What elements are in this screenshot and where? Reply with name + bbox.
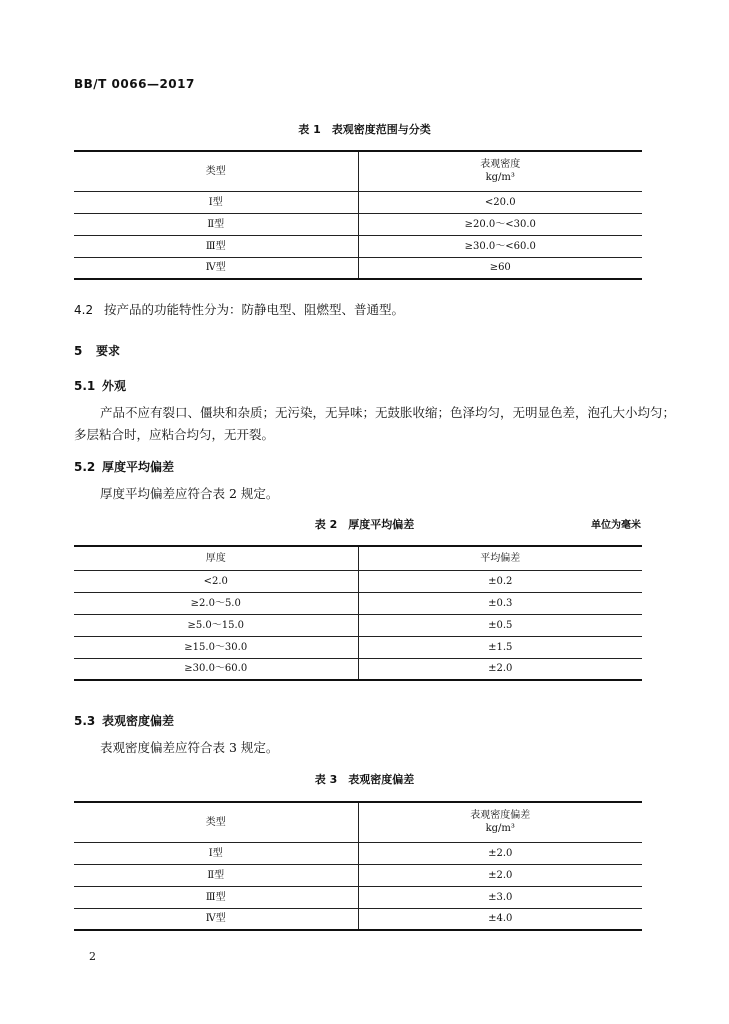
table-row <box>74 235 642 257</box>
table2-header-thickness: 厚度 <box>74 546 358 570</box>
page-number: 2 <box>89 950 96 963</box>
table2-deviation-cell: ±0.5 <box>358 614 642 636</box>
table1-type-cell: Ⅲ型 <box>74 235 358 257</box>
clause-4-2-text: 按产品的功能特性分为：防静电型、阻燃型、普通型。 <box>104 302 405 317</box>
table1-header-density-label: 表观密度 <box>480 159 521 171</box>
table-row <box>74 658 642 680</box>
table1-density-cell: <20.0 <box>358 191 642 213</box>
table1-density-cell: ≥30.0～<60.0 <box>358 235 642 257</box>
table1-header-row <box>74 151 642 191</box>
table2-deviation-cell: ±1.5 <box>358 636 642 658</box>
table2-unit-note: 单位为毫米 <box>591 520 641 531</box>
section-5-heading <box>74 342 120 359</box>
paragraph-5-3: 表观密度偏差应符合表 3 规定。 <box>100 740 279 755</box>
table1-type-cell: Ⅳ型 <box>74 257 358 279</box>
table3-header-type: 类型 <box>74 802 358 842</box>
document-header: BB/T 0066—2017 <box>74 77 195 91</box>
table-row <box>74 636 642 658</box>
table-row <box>74 864 642 886</box>
table-row <box>74 886 642 908</box>
table2-deviation-cell: ±0.2 <box>358 570 642 592</box>
table2-deviation-cell: ±0.3 <box>358 592 642 614</box>
section-5-3-heading <box>74 712 174 729</box>
table2-thickness-cell: ≥15.0～30.0 <box>74 636 358 658</box>
table1-density-cell: ≥60 <box>358 257 642 279</box>
section-5-2-title: 厚度平均偏差 <box>102 460 175 474</box>
table3-type-cell: Ⅱ型 <box>74 864 358 886</box>
table-row <box>74 570 642 592</box>
table3 <box>74 801 642 931</box>
section-5-number: 5 <box>74 344 83 358</box>
section-5-1-title: 外观 <box>102 379 127 393</box>
section-5-3-number: 5.3 <box>74 714 96 728</box>
table-row <box>74 592 642 614</box>
table1-header-type: 类型 <box>74 151 358 191</box>
table3-header-deviation <box>358 802 642 842</box>
paragraph-5-1-line1: 产品不应有裂口、僵块和杂质；无污染，无异味；无鼓胀收缩；色泽均匀，无明显色差，泡孔大小均匀； <box>100 405 676 420</box>
table-row <box>74 614 642 636</box>
table1 <box>74 150 642 280</box>
table2-thickness-cell: ≥5.0～15.0 <box>74 614 358 636</box>
table1-header-density <box>358 151 642 191</box>
table3-header-row <box>74 802 642 842</box>
table2 <box>74 545 642 681</box>
table2-header-row <box>74 546 642 570</box>
table-row <box>74 842 642 864</box>
table3-deviation-cell: ±2.0 <box>358 864 642 886</box>
paragraph-5-2: 厚度平均偏差应符合表 2 规定。 <box>100 486 279 501</box>
table3-header-deviation-unit: kg/m³ <box>485 823 515 835</box>
table-row <box>74 908 642 930</box>
table3-type-cell: Ⅰ型 <box>74 842 358 864</box>
clause-4-2 <box>74 300 404 318</box>
table3-deviation-cell: ±3.0 <box>358 886 642 908</box>
table3-type-cell: Ⅲ型 <box>74 886 358 908</box>
table1-type-cell: Ⅰ型 <box>74 191 358 213</box>
section-5-title: 要求 <box>96 344 121 358</box>
paragraph-5-1-line2: 多层粘合时，应粘合均匀，无开裂。 <box>74 427 275 442</box>
section-5-1-number: 5.1 <box>74 379 96 393</box>
section-5-1-heading <box>74 377 126 394</box>
section-5-3-title: 表观密度偏差 <box>102 714 175 728</box>
table-row <box>74 213 642 235</box>
section-5-2-heading <box>74 458 174 475</box>
table1-header-density-unit: kg/m³ <box>485 172 515 184</box>
table2-header-deviation: 平均偏差 <box>358 546 642 570</box>
clause-4-2-number: 4.2 <box>74 303 94 317</box>
table3-deviation-cell: ±4.0 <box>358 908 642 930</box>
table-row <box>74 257 642 279</box>
table2-caption: 表 2 厚度平均偏差 <box>314 518 415 531</box>
table3-header-deviation-label: 表观密度偏差 <box>470 810 531 822</box>
table1-density-cell: ≥20.0～<30.0 <box>358 213 642 235</box>
table2-deviation-cell: ±2.0 <box>358 658 642 680</box>
table3-type-cell: Ⅳ型 <box>74 908 358 930</box>
table1-caption: 表 1 表观密度范围与分类 <box>298 123 431 136</box>
table3-caption: 表 3 表观密度偏差 <box>314 773 415 786</box>
table2-thickness-cell: <2.0 <box>74 570 358 592</box>
table1-type-cell: Ⅱ型 <box>74 213 358 235</box>
table2-thickness-cell: ≥2.0～5.0 <box>74 592 358 614</box>
table-row <box>74 191 642 213</box>
section-5-2-number: 5.2 <box>74 460 96 474</box>
table2-thickness-cell: ≥30.0～60.0 <box>74 658 358 680</box>
table3-deviation-cell: ±2.0 <box>358 842 642 864</box>
